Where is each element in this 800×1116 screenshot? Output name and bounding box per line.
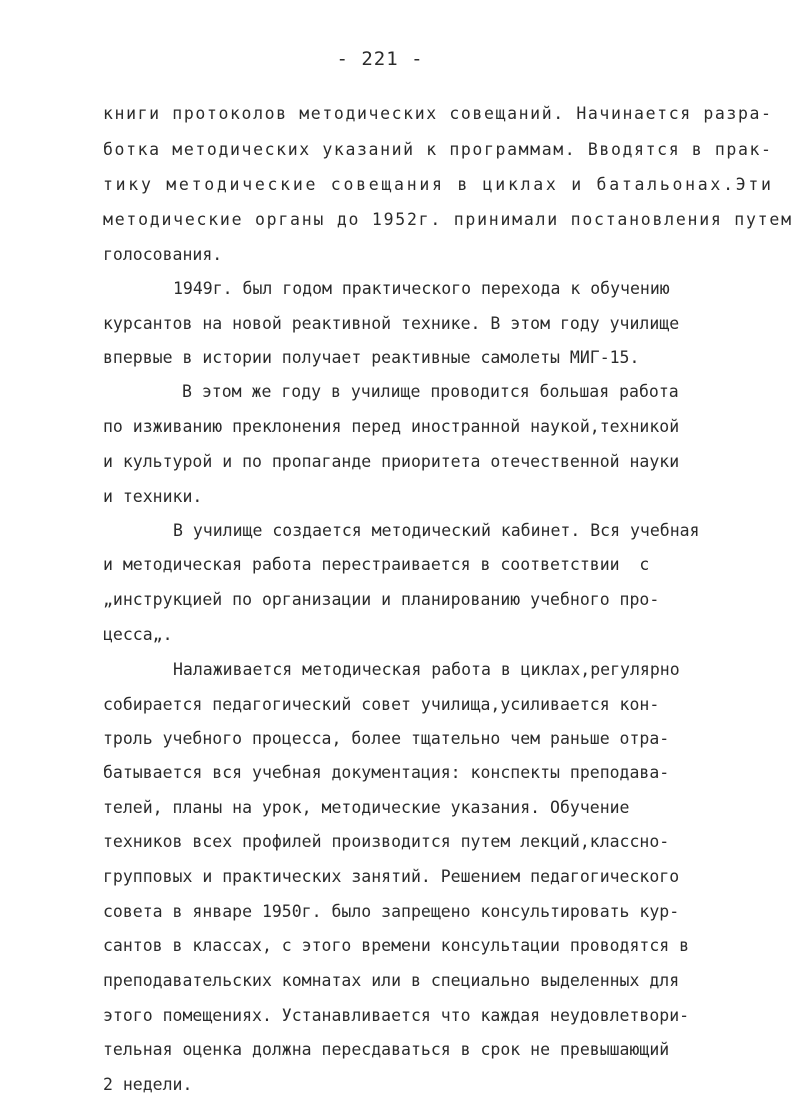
text-line: батывается вся учебная документация: конспекты преподава- [103, 763, 670, 782]
text-line: В училище создается методический кабинет. Вся учебная [173, 521, 700, 540]
text-line: групповых и практических занятий. Решением педагогического [103, 867, 680, 886]
text-line: тельная оценка должна пересдаваться в срок не превышающий [103, 1040, 670, 1059]
text-line: и культурой и по пропаганде приоритета отечественной науки [103, 452, 680, 471]
text-line: телей, планы на урок, методические указания. Обучение [103, 798, 630, 817]
text-line: методические органы до 1952г. принимали постановления путем [103, 210, 793, 229]
text-line: этого помещениях. Устанавливается что каждая неудовлетвори- [103, 1006, 690, 1025]
page-number: - 221 - [336, 48, 424, 70]
text-line: цесса„. [103, 625, 173, 644]
text-line: и техники. [103, 487, 203, 506]
text-line: сантов в классах, с этого времени консультации проводятся в [103, 936, 690, 955]
text-line: троль учебного процесса, более тщательно чем раньше отра- [103, 729, 670, 748]
text-line: по изживанию преклонения перед иностранной наукой,техникой [103, 417, 680, 436]
text-line: В этом же году в училище проводится большая работа [182, 382, 679, 401]
text-line: тику методические совещания в циклах и батальонах.Эти [103, 175, 774, 194]
text-line: 1949г. был годом практического перехода к обучению [173, 279, 670, 298]
text-line: 2 недели. [103, 1075, 193, 1094]
text-line: совета в январе 1950г. было запрещено консультировать кур- [103, 902, 680, 921]
text-line: впервые в истории получает реактивные самолеты МИГ-15. [103, 348, 640, 367]
text-line: Налаживается методическая работа в циклах,регулярно [173, 660, 680, 679]
text-line: ботка методических указаний к программам. Вводятся в прак- [103, 140, 773, 159]
text-line: техников всех профилей производится путем лекций,классно- [103, 832, 670, 851]
text-line: книги протоколов методических совещаний. Начинается разра- [103, 104, 773, 123]
text-line: „инструкцией по организации и планированию учебного про- [103, 590, 660, 609]
text-line: преподавательских комнатах или в специально выделенных для [103, 971, 680, 990]
text-line: и методическая работа перестраивается в соответствии с [103, 555, 650, 574]
text-line: курсантов на новой реактивной технике. В этом году училище [103, 314, 680, 333]
text-line: голосования. [103, 245, 223, 264]
text-line: собирается педагогический совет училища,усиливается кон- [103, 695, 660, 714]
